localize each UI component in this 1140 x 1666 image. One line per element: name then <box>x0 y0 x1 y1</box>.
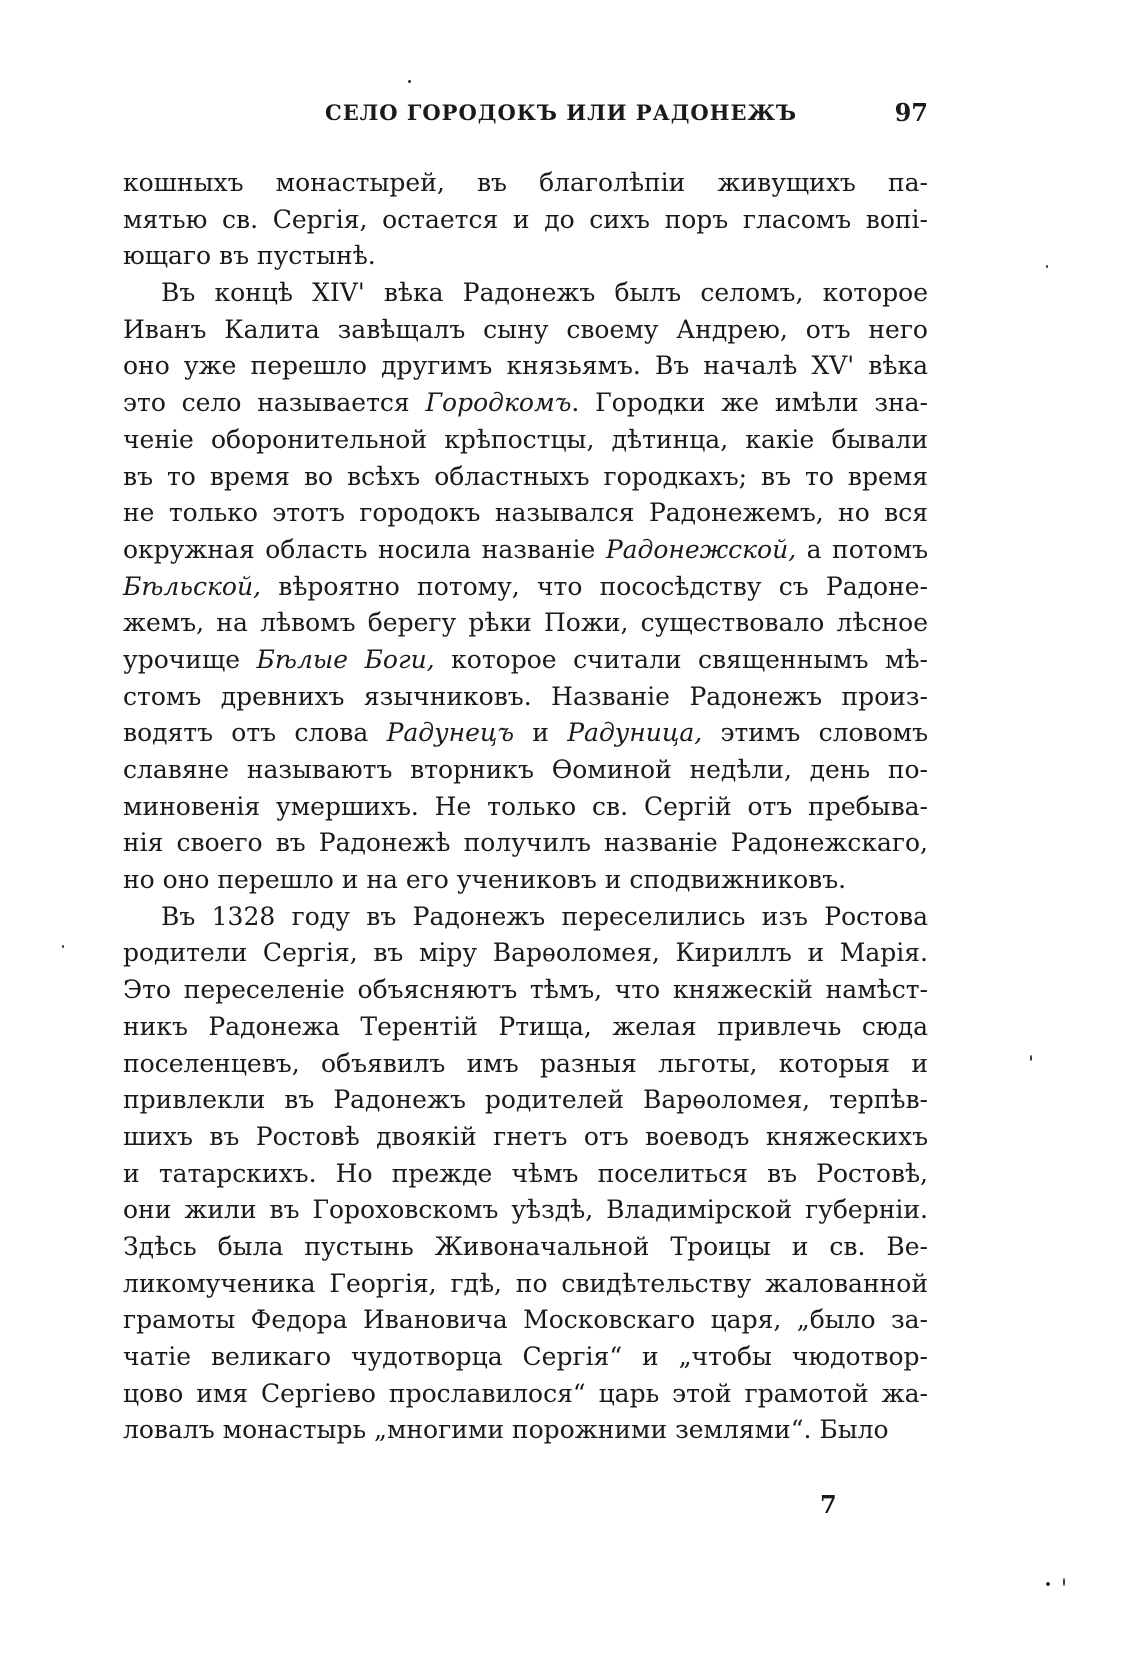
line-text: Въ 1328 году въ Радонежъ переселились изъ Ростова <box>161 901 928 931</box>
scan-speck <box>1046 1582 1050 1586</box>
line-text: грамоты Федора Ивановича Московскаго царя, „было за- <box>123 1305 928 1335</box>
text-line <box>123 1302 928 1339</box>
line-text: Иванъ Калита завѣщалъ сыну своему Андрею, отъ него <box>123 314 928 344</box>
page-number: 97 <box>894 98 928 127</box>
line-text: Это переселеніе объясняютъ тѣмъ, что княжескій намѣст- <box>123 975 928 1005</box>
line-text: привлекли въ Радонежъ родителей Варѳоломея, терпѣв- <box>123 1085 928 1115</box>
italic-term: Радуница, <box>567 718 703 748</box>
line-text: нія своего въ Радонежѣ получилъ названіе Радонежскаго, <box>123 828 928 858</box>
scan-speck <box>1030 1055 1032 1061</box>
text-line <box>123 238 928 275</box>
line-text: миновенія умершихъ. Не только св. Сергій отъ пребыва- <box>123 791 928 821</box>
line-text: славяне называютъ вторникъ Ѳоминой недѣли, день по- <box>123 755 928 784</box>
text-line <box>123 312 928 349</box>
line-text: стомъ древнихъ язычниковъ. Названіе Радонежъ произ- <box>123 681 928 711</box>
italic-term: Радонежской, <box>605 534 797 564</box>
line-text: не только этотъ городокъ назывался Радонежемъ, но вся <box>123 498 928 528</box>
text-line <box>123 275 928 312</box>
line-text: а потомъ <box>796 534 928 564</box>
text-line <box>123 972 928 1009</box>
text-line <box>123 1266 928 1303</box>
text-line <box>123 1229 928 1266</box>
text-line <box>123 1119 928 1156</box>
line-text: но оно перешло и на его учениковъ и сподвижниковъ. <box>123 865 847 895</box>
text-line <box>123 825 928 862</box>
text-line <box>123 422 928 459</box>
text-line <box>123 1009 928 1046</box>
line-text: жемъ, на лѣвомъ берегу рѣки Пожи, существовало лѣсное <box>123 608 928 638</box>
line-text: . Городки же имѣли зна- <box>571 388 928 418</box>
line-text: ловалъ монастырь „многими порожними землями“. Было <box>123 1415 889 1445</box>
scan-speck <box>62 945 64 948</box>
signature-mark: 7 <box>820 1490 837 1519</box>
text-line <box>123 1046 928 1083</box>
text-line <box>123 715 928 752</box>
line-text: окружная область носила названіе <box>123 534 606 564</box>
text-line <box>123 385 928 422</box>
line-text: оно уже перешло другимъ князьямъ. Въ началѣ XV' вѣка <box>123 351 928 381</box>
italic-term: Бѣльской, <box>123 571 261 601</box>
line-text: цово имя Сергіево прославилося“ царь этой грамотой жа- <box>123 1378 928 1408</box>
text-line <box>123 202 928 239</box>
line-text: это село называется <box>123 388 426 418</box>
scan-speck <box>1063 1578 1065 1586</box>
line-text: водятъ отъ слова <box>123 718 387 748</box>
text-line <box>123 752 928 789</box>
line-text: ликомученика Георгія, гдѣ, по свидѣтельству жалованной <box>123 1268 928 1298</box>
line-text: они жили въ Гороховскомъ уѣздѣ, Владимірской губерніи. <box>123 1195 928 1225</box>
text-line <box>123 1412 928 1449</box>
text-line <box>123 935 928 972</box>
scan-speck <box>408 80 411 83</box>
text-line <box>123 789 928 826</box>
page-header <box>120 100 928 136</box>
text-line <box>123 459 928 496</box>
line-text: которое считали священнымъ мѣ- <box>434 644 928 674</box>
italic-term: Бѣлые Боги, <box>256 644 435 674</box>
text-line <box>123 605 928 642</box>
line-text: ченіе оборонительной крѣпостцы, дѣтинца, какіе бывали <box>123 424 928 454</box>
line-text: этимъ словомъ <box>702 718 928 748</box>
text-line <box>123 1376 928 1413</box>
line-text: никъ Радонежа Терентій Ртища, желая привлечь сюда <box>123 1011 928 1041</box>
line-text: Здѣсь была пустынь Живоначальной Троицы и св. Ве- <box>123 1231 928 1261</box>
line-text: чатіе великаго чудотворца Сергія“ и „чтобы чюдотвор- <box>123 1342 928 1371</box>
text-line <box>123 165 928 202</box>
line-text: родители Сергія, въ міру Варѳоломея, Кириллъ и Марія. <box>123 938 928 968</box>
text-line <box>123 569 928 606</box>
scan-speck <box>1046 265 1048 268</box>
running-title: СЕЛО ГОРОДОКЪ ИЛИ РАДОНЕЖЪ <box>325 100 798 125</box>
line-text: и <box>514 718 568 748</box>
text-line <box>123 642 928 679</box>
line-text: шихъ въ Ростовѣ двоякій гнетъ отъ воеводъ княжескихъ <box>123 1121 928 1151</box>
italic-term: Радунецъ <box>386 718 515 748</box>
line-text: Въ концѣ XIV' вѣка Радонежъ былъ селомъ, которое <box>161 278 928 308</box>
line-text: мятью св. Сергія, остается и до сихъ поръ гласомъ вопі- <box>123 204 928 234</box>
line-text: кошныхъ монастырей, въ благолѣпіи живущихъ па- <box>123 168 928 197</box>
text-line <box>123 862 928 899</box>
line-text: и татарскихъ. Но прежде чѣмъ поселиться въ Ростовѣ, <box>123 1158 928 1188</box>
text-line <box>123 899 928 936</box>
text-line <box>123 1339 928 1376</box>
line-text: вѣроятно потому, что пососѣдству съ Радоне- <box>261 571 928 601</box>
line-text: поселенцевъ, объявилъ имъ разныя льготы, которыя и <box>123 1048 928 1078</box>
text-line <box>123 1156 928 1193</box>
text-line <box>123 348 928 385</box>
italic-term: Городкомъ <box>425 388 572 418</box>
line-text: въ то время во всѣхъ областныхъ городкахъ; въ то время <box>123 461 928 491</box>
text-line <box>123 1192 928 1229</box>
body-text <box>123 165 928 1449</box>
line-text: ющаго въ пустынѣ. <box>123 241 376 271</box>
text-line <box>123 532 928 569</box>
text-line <box>123 679 928 716</box>
text-line <box>123 1082 928 1119</box>
text-line <box>123 495 928 532</box>
line-text: урочище <box>123 644 257 674</box>
